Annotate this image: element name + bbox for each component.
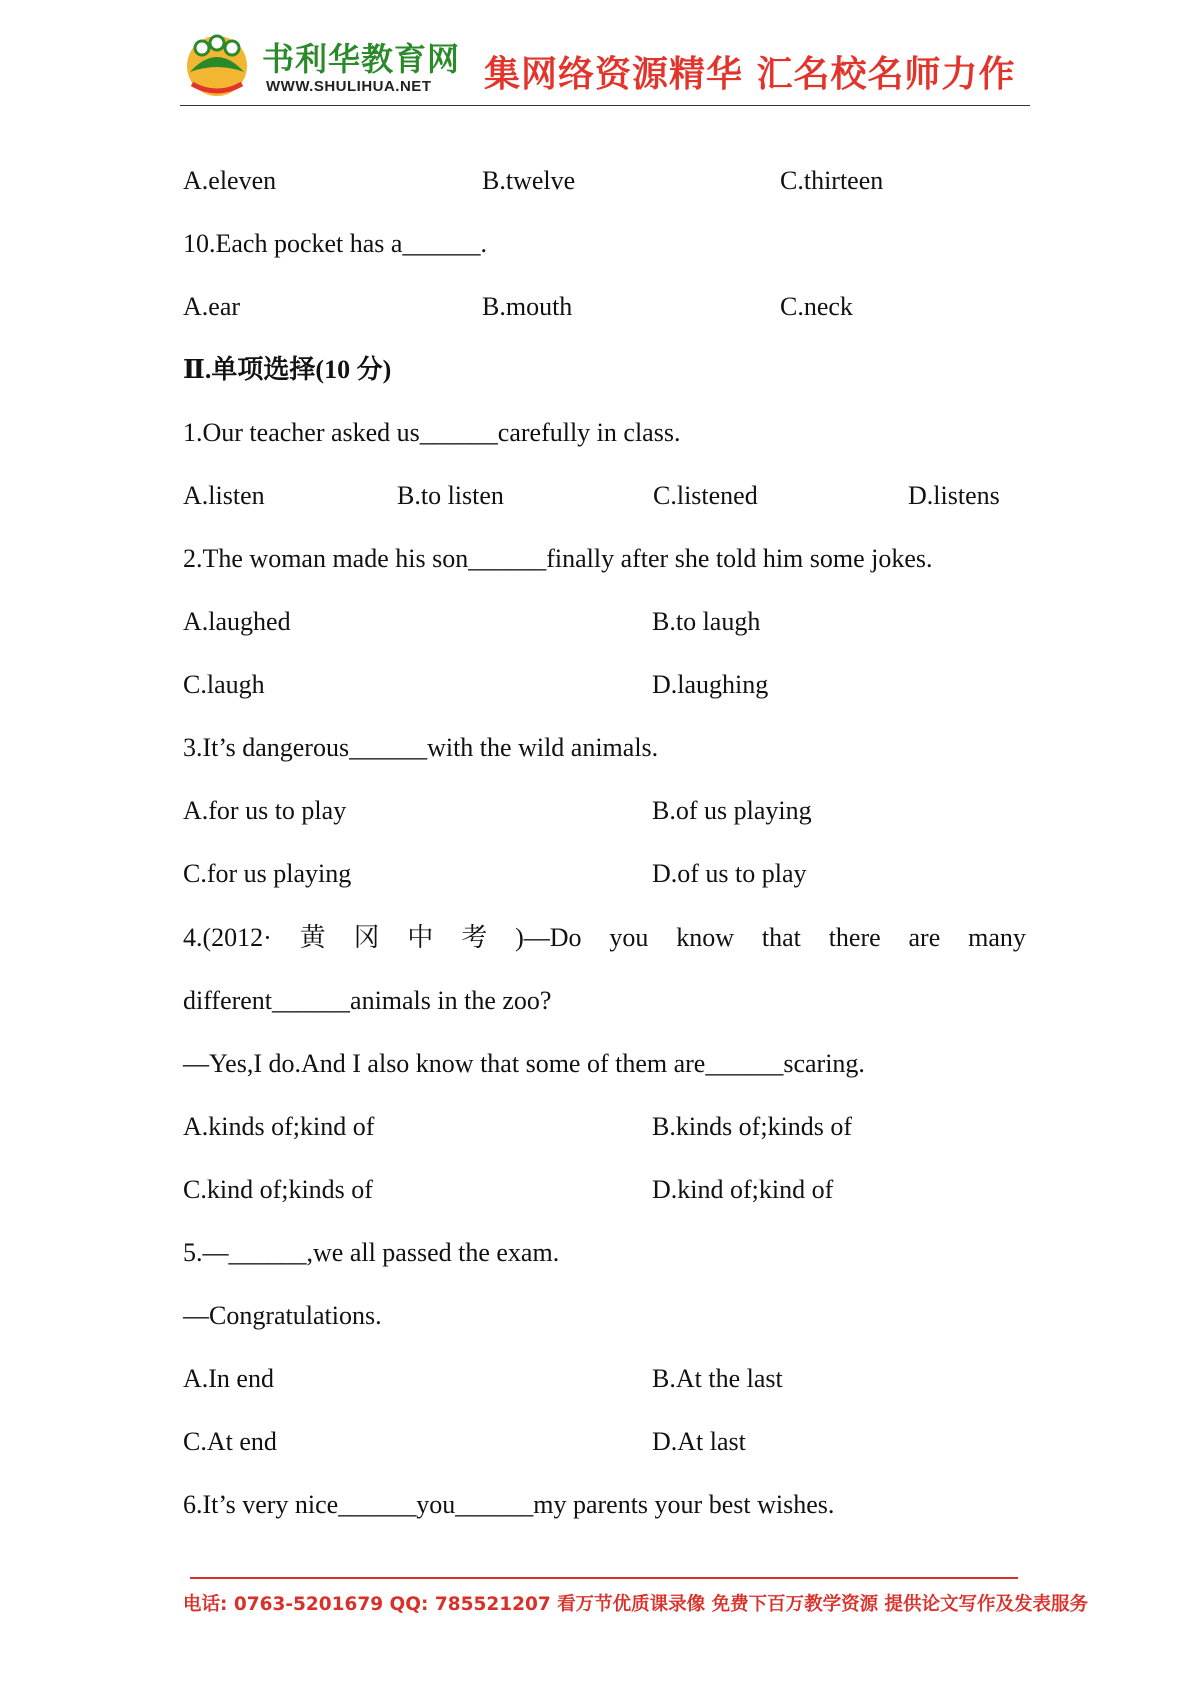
header-divider: [180, 105, 1030, 106]
q1-stem: 1.Our teacher asked us______carefully in class.: [183, 418, 681, 447]
header-slogan: 集网络资源精华 汇名校名师力作: [484, 54, 1016, 95]
logo-people-icon: [182, 32, 252, 96]
q9-option-a: A.eleven: [183, 166, 277, 195]
q3-option-c: C.for us playing: [183, 859, 352, 888]
q4-reply: —Yes,I do.And I also know that some of them are______scaring.: [183, 1049, 865, 1078]
q4-word: 4.(2012·: [183, 923, 272, 952]
section-title: Ⅱ.单项选择(10 分): [183, 355, 392, 384]
q9-option-c: C.thirteen: [780, 166, 884, 195]
q4-word: )—Do: [515, 923, 582, 952]
q4-word: you: [609, 923, 649, 952]
q5-option-a: A.In end: [183, 1364, 274, 1393]
logo-title: 书利华教育网: [262, 40, 461, 78]
q2-option-b: B.to laugh: [652, 607, 761, 636]
logo-url: WWW.SHULIHUA.NET: [266, 78, 432, 95]
footer-divider: [190, 1577, 1018, 1579]
q10-option-a: A.ear: [183, 292, 241, 321]
q2-option-a: A.laughed: [183, 607, 291, 636]
q10-option-b: B.mouth: [482, 292, 573, 321]
q5-option-c: C.At end: [183, 1427, 277, 1456]
q4-option-b: B.kinds of;kinds of: [652, 1112, 853, 1141]
q4-word: there: [828, 923, 881, 952]
q2-option-d: D.laughing: [652, 670, 769, 699]
q1-option-b: B.to listen: [397, 481, 504, 510]
q1-option-c: C.listened: [653, 481, 758, 510]
q4-word: that: [761, 923, 801, 952]
q3-option-a: A.for us to play: [183, 796, 347, 825]
q5-reply: —Congratulations.: [183, 1301, 382, 1330]
q4-stem-line2: different______animals in the zoo?: [183, 986, 552, 1015]
q4-word: know: [676, 923, 735, 952]
q5-option-d: D.At last: [652, 1427, 746, 1456]
q10-option-c: C.neck: [780, 292, 853, 321]
q1-option-d: D.listens: [908, 481, 1000, 510]
q4-option-a: A.kinds of;kind of: [183, 1112, 375, 1141]
q3-option-d: D.of us to play: [652, 859, 807, 888]
q10-stem: 10.Each pocket has a______.: [183, 229, 487, 258]
q2-stem: 2.The woman made his son______finally after she told him some jokes.: [183, 544, 933, 573]
q4-word: 黄: [299, 923, 326, 952]
q6-stem: 6.It’s very nice______you______my parents your best wishes.: [183, 1490, 835, 1519]
q1-option-a: A.listen: [183, 481, 265, 510]
q4-stem-line1: [183, 923, 1026, 953]
q2-option-c: C.laugh: [183, 670, 265, 699]
page-header: [182, 28, 1030, 108]
q4-word: 冈: [353, 923, 380, 952]
q5-stem: 5.—______,we all passed the exam.: [183, 1238, 560, 1267]
q4-option-c: C.kind of;kinds of: [183, 1175, 373, 1204]
footer-contact: 电话: 0763-5201679 QQ: 785521207 看万节优质课录像 免费下百万教学资源 提供论文写作及发表服务: [183, 1594, 1089, 1615]
q4-option-d: D.kind of;kind of: [652, 1175, 834, 1204]
q4-word: are: [908, 923, 941, 952]
q5-option-b: B.At the last: [652, 1364, 783, 1393]
q3-option-b: B.of us playing: [652, 796, 812, 825]
q3-stem: 3.It’s dangerous______with the wild animals.: [183, 733, 659, 762]
q9-option-b: B.twelve: [482, 166, 576, 195]
q4-word: many: [968, 923, 1026, 952]
q4-word: 中: [407, 923, 434, 952]
q4-word: 考: [461, 923, 488, 952]
